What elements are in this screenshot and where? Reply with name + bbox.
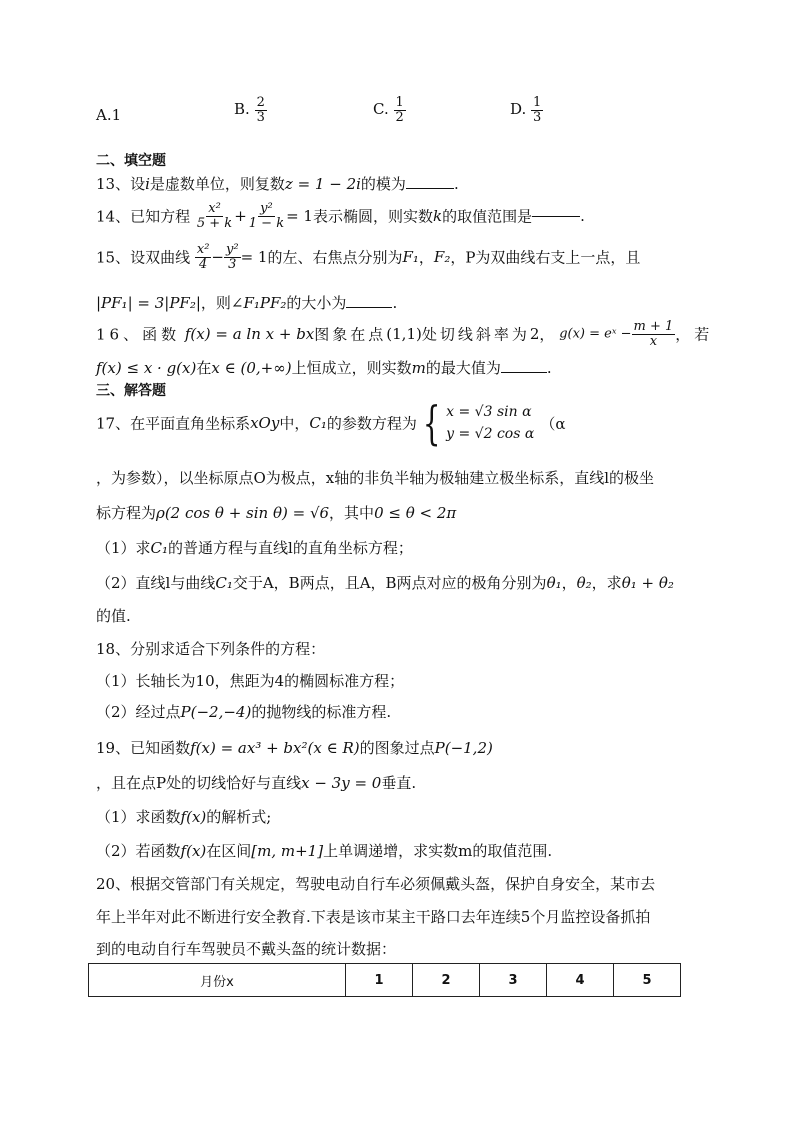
q18-point: P(−2,−4) xyxy=(180,703,252,721)
q15-angle: ∠F₁PF₂ xyxy=(230,294,287,312)
q17-theta1: θ₁ xyxy=(546,574,562,592)
q15-condition: |PF₁| = 3|PF₂| xyxy=(96,294,201,312)
q18-p2-pre: （2）经过点 xyxy=(96,703,181,721)
q17-theta2: θ₂ xyxy=(576,574,592,592)
q17-p1-c1: C₁ xyxy=(150,539,169,557)
q14-f1-den: 5 + k xyxy=(196,215,233,231)
q19-p2-mid: 在区间 xyxy=(206,842,252,860)
question-17-part-2-end: 的值. xyxy=(96,607,131,625)
q19-p1-post: 的解析式; xyxy=(206,808,272,826)
q15-pre: 15、设双曲线 xyxy=(96,248,191,267)
q14-post: 的取值范围是 xyxy=(442,207,533,226)
question-20-line-1: 20、根据交管部门有关规定，驾驶电动自行车必须佩戴头盔，保护自身安全，某市去 xyxy=(96,875,656,893)
table-cell: 5 xyxy=(614,964,681,997)
q16-comma: ， xyxy=(539,325,555,344)
q17-sys-y: y = √2 cos α xyxy=(446,426,535,442)
option-d-letter: D. xyxy=(510,100,527,119)
q17-pre: 17、在平面直角坐标系 xyxy=(96,414,251,433)
q17-paren: （α xyxy=(540,414,566,433)
q16-inequality: f(x) ≤ x · g(x) xyxy=(96,359,197,377)
option-b-fraction xyxy=(255,96,267,124)
q17-p2-mid2: ，求 xyxy=(591,574,622,592)
q14-f1-num: x² xyxy=(208,201,221,216)
option-a-value: 1 xyxy=(111,106,122,124)
q13-post: 的模为 xyxy=(360,175,406,193)
q16-mid2: 处切线斜率为 xyxy=(421,325,530,344)
q13-blank[interactable] xyxy=(406,188,454,189)
q17-p2-sep: ， xyxy=(561,574,577,592)
question-17-part-2 xyxy=(96,572,674,593)
q14-k: k xyxy=(432,207,443,226)
q14-f2-num: y² xyxy=(260,201,273,216)
q17-polar-eq: ρ(2 cos θ + sin θ) = √6 xyxy=(156,504,330,522)
q13-mid: 是虚数单位，则复数 xyxy=(149,175,285,193)
q15-frac-1 xyxy=(195,243,212,271)
q19-interval: [m, m+1] xyxy=(251,842,324,860)
q14-blank[interactable] xyxy=(532,216,580,217)
table-row xyxy=(89,964,681,997)
section-3-title: 三、解答题 xyxy=(96,383,166,399)
question-19-line-1 xyxy=(96,737,493,758)
q16-point: (1,1) xyxy=(386,325,422,344)
q19-line2-pre: ，且在点P处的切线恰好与直线 xyxy=(96,774,302,792)
option-a-letter: A. xyxy=(96,106,112,124)
question-18-title: 18、分别求适合下列条件的方程： xyxy=(96,640,326,658)
q16-mid1: 图象在点 xyxy=(314,325,387,344)
q14-plus: + xyxy=(234,207,247,226)
q14-f2-den: 1 − k xyxy=(248,215,285,231)
q16-pre: 16、函数 xyxy=(96,325,181,344)
section-2-title: 二、填空题 xyxy=(96,153,166,169)
q15-f2-num: y² xyxy=(226,242,239,257)
q15-p-text: ，P为双曲线右支上一点，且 xyxy=(450,248,641,267)
q19-point: P(−1,2) xyxy=(434,739,493,757)
q17-range: 0 ≤ θ < 2π xyxy=(374,504,457,522)
option-c-letter: C. xyxy=(373,100,389,119)
q16-end: . xyxy=(546,359,552,377)
option-d-fraction xyxy=(531,96,543,124)
q17-p2-mid: 交于A，B两点，且A，B两点对应的极角分别为 xyxy=(232,574,547,592)
q14-frac-2 xyxy=(247,202,286,230)
q19-line-eq: x − 3y = 0 xyxy=(301,774,382,792)
q17-mid: 中， xyxy=(279,414,310,433)
q17-sys-x: x = √3 sin α xyxy=(446,404,532,420)
q13-i: i xyxy=(145,175,150,193)
q16-g-num: m + 1 xyxy=(633,319,674,334)
table-cell: 4 xyxy=(547,964,614,997)
question-17-part-1 xyxy=(96,537,413,558)
q15-mid: 的左、右焦点分别为 xyxy=(267,248,403,267)
q17-p1-pre: （1）求 xyxy=(96,539,151,557)
q17-xoy: xOy xyxy=(250,414,280,432)
q16-g-frac xyxy=(632,320,676,348)
q16-m: m xyxy=(411,359,426,377)
q15-minus: − xyxy=(211,248,224,267)
q17-mid2: 的参数方程为 xyxy=(326,414,417,433)
option-b-numerator: 2 xyxy=(256,95,265,110)
q14-mid: 表示椭圆，则实数 xyxy=(312,207,433,226)
q16-blank[interactable] xyxy=(501,372,547,373)
q15-f2-focus: F₂ xyxy=(433,248,451,267)
table-cell: 1 xyxy=(346,964,413,997)
q19-p1-f: f(x) xyxy=(180,808,207,826)
q15-blank[interactable] xyxy=(346,307,392,308)
q16-line2-end: 的最大值为 xyxy=(425,359,501,377)
option-b xyxy=(234,96,267,124)
q17-p1-post: 的普通方程与直线l的直角坐标方程； xyxy=(168,539,413,557)
q16-g-den: x xyxy=(649,333,658,349)
question-16-line-2 xyxy=(96,357,552,378)
q14-pre: 14、已知方程 xyxy=(96,207,191,226)
q15-line2-post: 的大小为 xyxy=(286,294,347,312)
q17-p2-pre: （2）直线l与曲线 xyxy=(96,574,216,592)
q16-g: g(x) = eˣ − xyxy=(559,326,632,342)
q19-p2-pre: （2）若函数 xyxy=(96,842,181,860)
q19-pre: 19、已知函数 xyxy=(96,739,191,757)
question-17-line-3 xyxy=(96,502,456,523)
question-13 xyxy=(96,173,459,194)
q15-f1-num: x² xyxy=(196,242,210,257)
q17-brace: { xyxy=(422,396,441,450)
q19-p2-f: f(x) xyxy=(180,842,207,860)
option-d-numerator: 1 xyxy=(533,95,542,110)
option-c-denominator: 2 xyxy=(395,109,404,125)
table-header-month: 月份x xyxy=(89,964,346,997)
question-18-part-2 xyxy=(96,701,391,722)
q16-line2-mid: 在 xyxy=(196,359,212,377)
q19-line2-post: 垂直. xyxy=(381,774,417,792)
q18-p2-post: 的抛物线的标准方程. xyxy=(251,703,392,721)
q15-end: . xyxy=(392,294,398,312)
q15-line2-mid: ，则 xyxy=(200,294,231,312)
option-d xyxy=(510,96,543,124)
question-19-part-2 xyxy=(96,840,552,861)
q17-line3-mid: ，其中 xyxy=(329,504,375,522)
q15-f1-den: 4 xyxy=(199,256,208,272)
q14-eq: = 1 xyxy=(286,207,313,226)
q16-line2-post: 上恒成立，则实数 xyxy=(291,359,412,377)
q15-eq: = 1 xyxy=(240,248,268,267)
q17-line3-pre: 标方程为 xyxy=(96,504,157,522)
option-d-denominator: 3 xyxy=(533,109,542,125)
q13-pre: 13、设 xyxy=(96,175,146,193)
q16-f: f(x) = a ln x + bx xyxy=(184,325,315,344)
option-c xyxy=(373,96,406,124)
q19-mid: 的图象过点 xyxy=(359,739,435,757)
question-19-part-1 xyxy=(96,806,271,827)
question-20-line-3: 到的电动自行车驾驶员不戴头盔的统计数据： xyxy=(96,940,397,958)
question-20-line-2: 年上半年对此不断进行安全教育.下表是该市某主干路口去年连续5个月监控设备抓拍 xyxy=(96,908,651,926)
q15-sep: ， xyxy=(418,248,434,267)
question-18-part-1: （1）长轴长为10，焦距为4的椭圆标准方程； xyxy=(96,672,405,690)
q16-mid3: ，若 xyxy=(675,325,714,344)
question-19-line-2 xyxy=(96,772,416,793)
option-b-denominator: 3 xyxy=(256,109,265,125)
q14-end: . xyxy=(580,207,585,226)
table-cell: 3 xyxy=(480,964,547,997)
table-cell: 2 xyxy=(413,964,480,997)
option-b-letter: B. xyxy=(234,100,250,119)
q13-expr: z = 1 − 2i xyxy=(284,175,361,193)
q13-end: . xyxy=(453,175,459,193)
question-15-line-1 xyxy=(96,243,640,271)
q16-domain: x ∈ (0,+∞) xyxy=(211,359,292,377)
question-17-line-1 xyxy=(96,396,566,450)
q14-frac-1 xyxy=(195,202,234,230)
option-a xyxy=(96,106,121,124)
q17-c1: C₁ xyxy=(309,414,327,432)
q19-p1-pre: （1）求函数 xyxy=(96,808,181,826)
q15-frac-2 xyxy=(224,243,241,271)
option-c-fraction xyxy=(394,96,406,124)
q19-p2-post: 上单调递增，求实数m的取值范围. xyxy=(323,842,553,860)
q15-f1-focus: F₁ xyxy=(402,248,419,267)
q19-f: f(x) = ax³ + bx²(x ∈ R) xyxy=(190,739,360,757)
question-16-line-1 xyxy=(96,320,713,348)
q17-p2-c1: C₁ xyxy=(215,574,233,592)
q15-f2-den: 3 xyxy=(228,256,237,272)
question-17-line-2: ，为参数），以坐标原点O为极点，x轴的非负半轴为极轴建立极坐标系，直线l的极坐 xyxy=(96,469,655,487)
q16-two: 2 xyxy=(529,325,540,344)
q17-theta-sum: θ₁ + θ₂ xyxy=(621,574,674,592)
q17-system xyxy=(446,401,534,445)
question-15-line-2 xyxy=(96,292,397,313)
option-c-numerator: 1 xyxy=(395,95,404,110)
question-14 xyxy=(96,202,585,230)
data-table xyxy=(88,963,681,997)
